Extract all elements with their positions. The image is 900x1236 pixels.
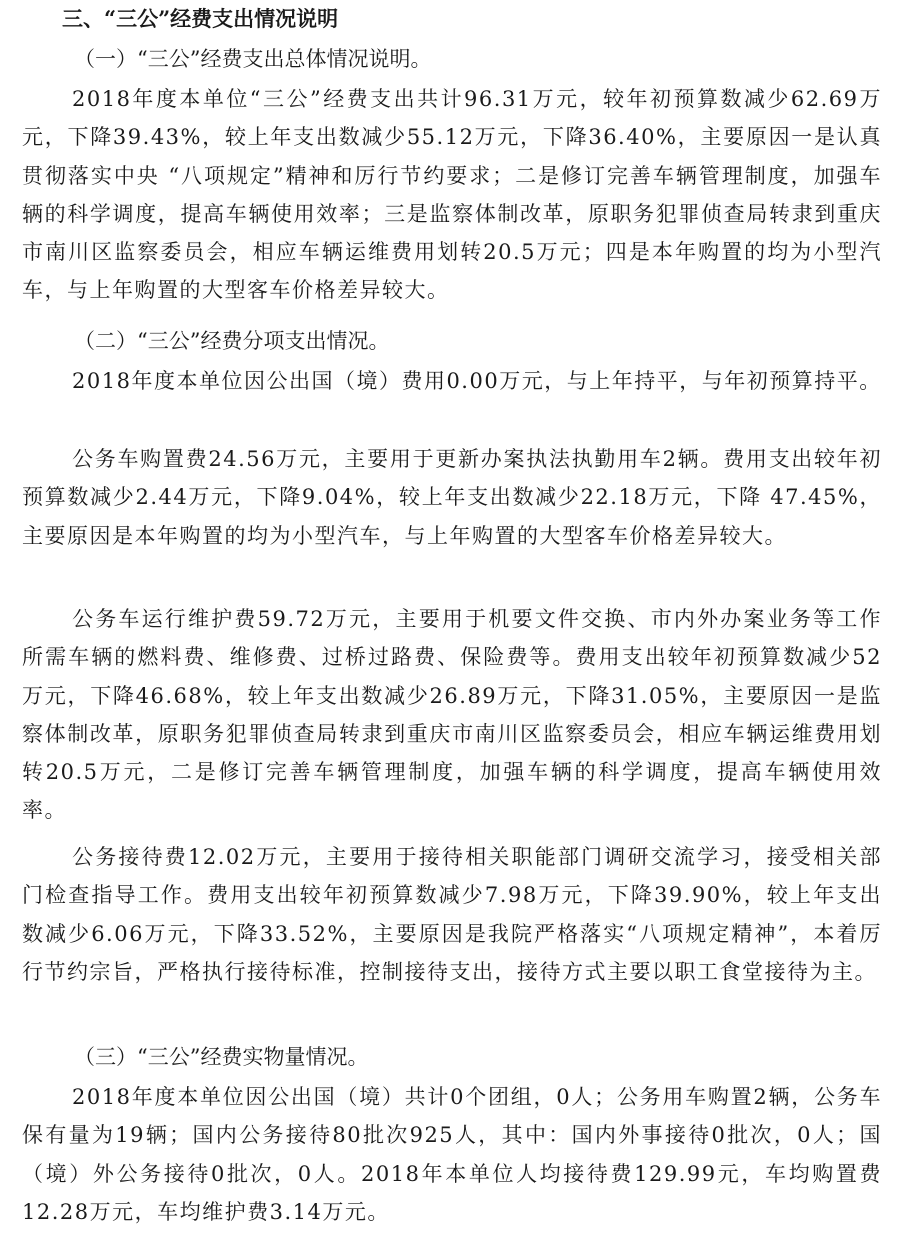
paragraph-vehicle-maintenance: 公务车运行维护费59.72万元，主要用于机要文件交换、市内外办案业务等工作所需车辆的燃料费、维修费、过桥过路费、保险费等。费用支出较年初预算数减少52万元，下降46.68%，较上年支出数减少26.89万元，下降31.05%，主要原因一是监察体制改革，原职务犯罪侦查局转隶到重庆市南川区监察委员会，相应车辆运维费用划转20.5万元，二是修订完善车辆管理制度，加强车辆的科学调度，提高车辆使用效率。	[22, 607, 882, 823]
paragraph-overseas: 2018年度本单位因公出国（境）费用0.00万元，与上年持平，与年初预算持平。	[72, 369, 882, 393]
paragraph-overall: 2018年度本单位“三公”经费支出共计96.31万元，较年初预算数减少62.69万元，下降39.43%，较上年支出数减少55.12万元，下降36.40%，主要原因一是认真贯彻落实中央 “八项规定”精神和厉行节约要求；二是修订完善车辆管理制度，加强车辆的科学调度，提高车辆使用效率；三是监察体制改革，原职务犯罪侦查局转隶到重庆市南川区监察委员会，相应车辆运维费用划转20.5万元；四是本年购置的均为小型汽车，与上年购置的大型客车价格差异较大。	[22, 87, 882, 303]
subsection-title-overall: （一）“三公”经费支出总体情况说明。	[74, 47, 432, 71]
subsection-title-physical: （三）“三公”经费实物量情况。	[74, 1045, 369, 1069]
paragraph-reception: 公务接待费12.02万元，主要用于接待相关职能部门调研交流学习，接受相关部门检查指导工作。费用支出较年初预算数减少7.98万元，下降39.90%，较上年支出数减少6.06万元，下降33.52%，主要原因是我院严格落实“八项规定精神”，本着厉行节约宗旨，严格执行接待标准，控制接待支出，接待方式主要以职工食堂接待为主。	[22, 845, 882, 984]
section-heading: 三、“三公”经费支出情况说明	[62, 6, 339, 31]
paragraph-physical: 2018年度本单位因公出国（境）共计0个团组，0人；公务用车购置2辆，公务车保有量为19辆；国内公务接待80批次925人，其中：国内外事接待0批次，0人；国（境）外公务接待0批次，0人。2018年本单位人均接待费129.99元，车均购置费12.28万元，车均维护费3.14万元。	[22, 1085, 882, 1224]
paragraph-vehicle-purchase: 公务车购置费24.56万元，主要用于更新办案执法执勤用车2辆。费用支出较年初预算数减少2.44万元，下降9.04%，较上年支出数减少22.18万元，下降 47.45%，主要原因是本年购置的均为小型汽车，与上年购置的大型客车价格差异较大。	[22, 447, 882, 548]
subsection-title-itemized: （二）“三公”经费分项支出情况。	[74, 329, 390, 353]
